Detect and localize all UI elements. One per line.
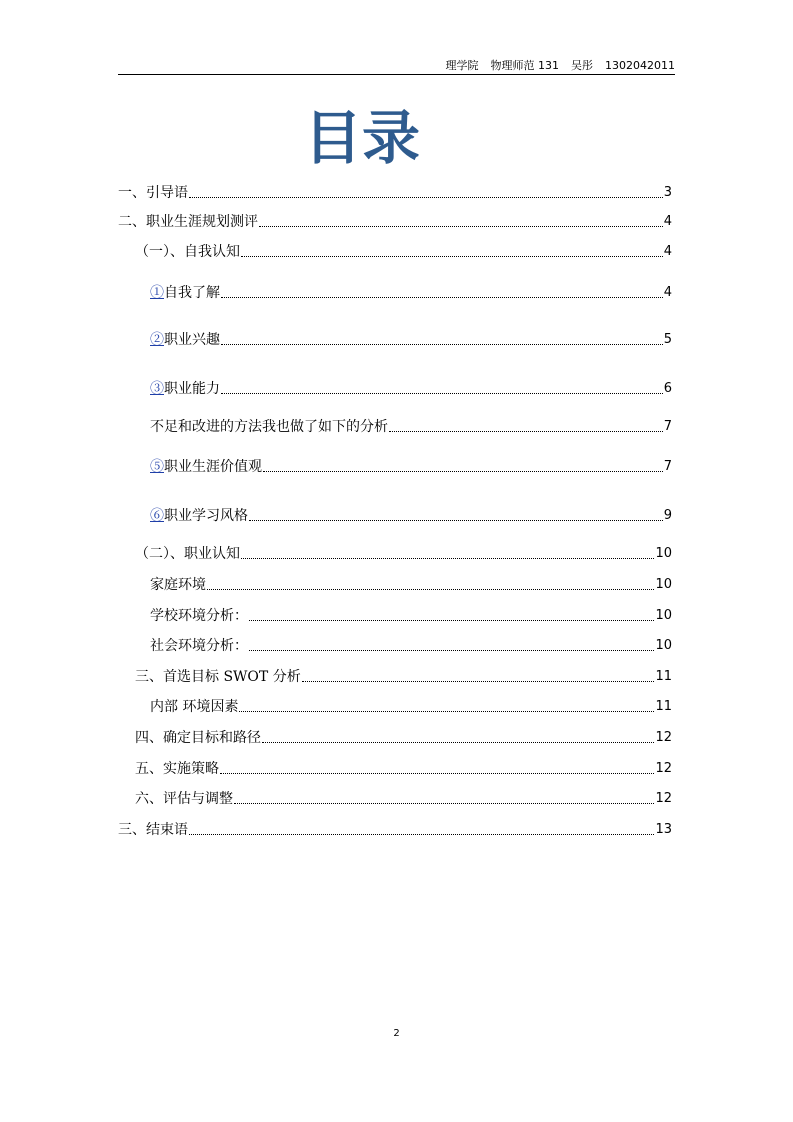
toc-leader-dots (249, 520, 663, 521)
toc-entry-number: ⑤ (150, 459, 164, 475)
toc-entry[interactable] (135, 667, 672, 687)
toc-entry-page: 12 (655, 761, 672, 776)
toc-entry-title: 三、首选目标 SWOT 分析 (135, 669, 301, 685)
page-number: 2 (393, 1028, 400, 1039)
toc-entry-page: 12 (655, 730, 672, 745)
toc-entry-page: 13 (655, 822, 672, 837)
toc-entry-page: 11 (655, 669, 672, 684)
toc-entry-page: 4 (663, 285, 672, 300)
toc-entry[interactable] (118, 212, 672, 232)
toc-leader-dots (302, 681, 655, 682)
toc-entry[interactable] (150, 379, 672, 399)
toc-entry-number: ⑥ (150, 508, 164, 524)
toc-entry-title: （一）、自我认知 (135, 244, 240, 260)
toc-entry-page: 3 (663, 185, 672, 200)
toc-leader-dots (221, 393, 663, 394)
toc-entry-title: 职业兴趣 (164, 332, 220, 348)
toc-leader-dots (241, 558, 654, 559)
toc-leader-dots (221, 344, 663, 345)
toc-entry-page: 7 (663, 419, 672, 434)
header-class: 物理师范 131 (490, 59, 559, 72)
toc-leader-dots (263, 471, 663, 472)
toc-entry-title: 学校环境分析： (150, 608, 248, 624)
toc-leader-dots (207, 589, 654, 590)
toc-leader-dots (234, 803, 654, 804)
toc-entry-title: 不足和改进的方法我也做了如下的分析 (150, 419, 388, 435)
toc-entry-page: 7 (663, 459, 672, 474)
toc-leader-dots (239, 711, 654, 712)
toc-entry-page: 12 (655, 791, 672, 806)
toc-entry-number: ② (150, 332, 164, 348)
toc-entry-number: ③ (150, 381, 164, 397)
toc-entry-title: 自我了解 (164, 285, 220, 301)
header-name: 吴彤 (571, 59, 593, 72)
toc-entry-title: （二）、职业认知 (135, 546, 240, 562)
toc-entry[interactable] (150, 575, 672, 595)
toc-entry[interactable] (135, 544, 672, 564)
toc-leader-dots (189, 197, 663, 198)
toc-entry-title: 职业生涯价值观 (164, 459, 262, 475)
toc-entry-page: 10 (655, 638, 672, 653)
toc-entry[interactable] (150, 636, 672, 656)
toc-leader-dots (249, 650, 654, 651)
toc-entry[interactable] (135, 759, 672, 779)
toc-leader-dots (221, 297, 663, 298)
toc-leader-dots (220, 773, 654, 774)
toc-entry[interactable] (150, 506, 672, 526)
toc-entry-title: 四、确定目标和路径 (135, 730, 261, 746)
header-school: 理学院 (445, 59, 479, 72)
toc-entry-title: 家庭环境 (150, 577, 206, 593)
toc-entry[interactable] (135, 728, 672, 748)
toc-entry-title: 职业能力 (164, 381, 220, 397)
toc-entry-page: 11 (655, 699, 672, 714)
toc-entry-page: 10 (655, 608, 672, 623)
toc-entry-number: ① (150, 285, 164, 301)
toc-entry-title: 内部 环境因素 (150, 699, 239, 715)
toc-entry-page: 5 (663, 332, 672, 347)
toc-entry-title: 六、评估与调整 (135, 791, 233, 807)
header-student-id: 1302042011 (605, 59, 675, 72)
toc-entry-page: 6 (663, 381, 672, 396)
toc-entry[interactable] (135, 242, 672, 262)
toc-entry[interactable] (150, 457, 672, 477)
toc-entry-page: 4 (663, 244, 672, 259)
toc-entry-title: 二、职业生涯规划测评 (118, 214, 258, 230)
toc-entry-title: 一、引导语 (118, 185, 188, 201)
toc-entry[interactable] (150, 417, 672, 437)
toc-entry-title: 三、结束语 (118, 822, 188, 838)
toc-entry-page: 10 (655, 577, 672, 592)
toc-entry[interactable] (150, 697, 672, 717)
toc-entry[interactable] (150, 330, 672, 350)
toc-entry-title: 职业学习风格 (164, 508, 248, 524)
toc-entry[interactable] (118, 183, 672, 203)
toc-leader-dots (262, 742, 654, 743)
toc-entry-page: 4 (663, 214, 672, 229)
toc-entry[interactable] (150, 283, 672, 303)
toc-entry-page: 9 (663, 508, 672, 523)
toc-entry-title: 五、实施策略 (135, 761, 219, 777)
page-title: 目录 (303, 104, 420, 172)
toc-leader-dots (241, 256, 663, 257)
toc-leader-dots (259, 226, 663, 227)
toc-entry-title: 社会环境分析： (150, 638, 248, 654)
toc-entry[interactable] (118, 820, 672, 840)
toc-leader-dots (189, 834, 654, 835)
toc-leader-dots (389, 431, 663, 432)
toc-entry-page: 10 (655, 546, 672, 561)
toc-entry[interactable] (135, 789, 672, 809)
toc-leader-dots (249, 620, 654, 621)
toc-entry[interactable] (150, 606, 672, 626)
